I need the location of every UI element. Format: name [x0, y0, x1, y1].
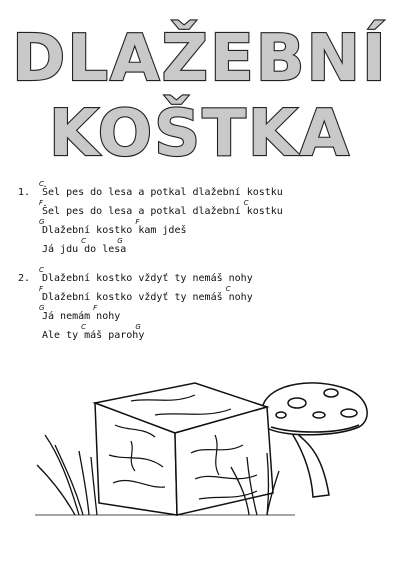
- chord-label: G: [117, 237, 123, 245]
- lyric-text: Šel pes do lesa a potkal dlažební kostku: [42, 206, 283, 217]
- lyric-text: Dlažební kostko vždyť ty nemáš nohy: [42, 273, 253, 284]
- lyric-line: [18, 237, 388, 259]
- verse-number: 1.: [18, 187, 31, 198]
- chord-label: C: [39, 180, 44, 188]
- verse: [18, 180, 388, 259]
- mushroom-drawing: [259, 383, 367, 497]
- lyric-line: [18, 218, 388, 240]
- lyric-line: [18, 304, 388, 326]
- chord-label: G: [39, 304, 45, 312]
- verse-number: 2.: [18, 273, 31, 284]
- lyric-text: Dlažební kostko vždyť ty nemáš nohy: [42, 292, 253, 303]
- chord-label: F: [135, 218, 140, 226]
- chord-label: C: [81, 323, 87, 331]
- lyrics: [18, 180, 388, 355]
- lyric-line: [18, 266, 388, 288]
- chord-label: F: [93, 304, 98, 312]
- chord-label: G: [135, 323, 141, 331]
- lyric-line: [18, 180, 388, 202]
- lyric-line: [18, 285, 388, 307]
- chord-label: F: [39, 199, 44, 207]
- chord-label: C: [243, 199, 249, 207]
- lyric-text: Dlažební kostko kam jdeš: [42, 225, 187, 236]
- illustration: [35, 375, 375, 525]
- lyric-text: Já jdu do lesa: [42, 244, 127, 255]
- lyric-text: Šel pes do lesa a potkal dlažební kostku: [42, 187, 283, 198]
- title-artwork: [0, 0, 400, 170]
- chord-label: F: [39, 285, 44, 293]
- chord-label: G: [39, 218, 45, 226]
- title-line-2: KOŠTKA: [49, 97, 351, 170]
- lyric-line: [18, 323, 388, 345]
- lyric-line: [18, 199, 388, 221]
- cobblestone-drawing: [95, 383, 273, 515]
- title-line-1: DLAŽEBNÍ: [12, 22, 388, 96]
- lyric-text: Já nemám nohy: [42, 311, 121, 322]
- chord-label: C: [39, 266, 44, 274]
- chord-label: C: [225, 285, 231, 293]
- verse: [18, 266, 388, 345]
- lyric-text: Ale ty máš parohy: [42, 330, 145, 341]
- chord-label: C: [81, 237, 87, 245]
